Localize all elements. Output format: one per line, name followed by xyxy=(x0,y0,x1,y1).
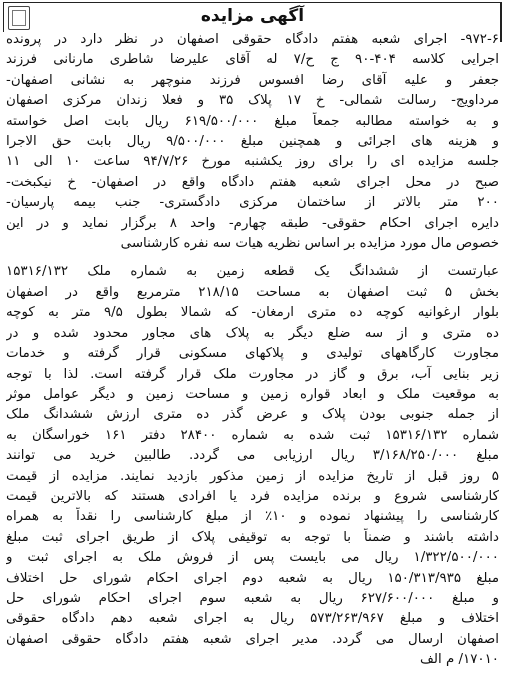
notice-text-line: کارشناسی شروع و برنده مزایده فرد یا افرادی هستند که بالاترین قیمت xyxy=(6,488,499,504)
notice-text-line: ۱۷۰۱۰/ م الف xyxy=(420,652,499,668)
notice-text-line: و به خواسته مطالبه جمعاً مبلغ ۶۱۹/۵۰۰/۰۰۰ ریال بابت اصل خواسته xyxy=(6,113,499,129)
notice-text-line: خصوص مال مورد مزایده بر اساس نظریه هیات سه نفره کارشناسی xyxy=(120,236,499,252)
notice-text-line: ۹۷۲-۶- اجرای شعبه هفتم دادگاه حقوقی اصفهان در نظر دارد در پرونده xyxy=(6,32,499,47)
corner-stamp-icon xyxy=(8,6,30,30)
notice-text-line: دایره اجرای احکام حقوقی- طبقه چهارم- واحد ۸ برگزار نماید و در این xyxy=(6,215,499,231)
notice-text-line: مبلغ ۳/۱۶۸/۲۵۰/۰۰۰ ریال ارزیابی می گردد. طالبین خرید می توانند xyxy=(6,448,499,464)
notice-text-line: کارشناسی را پیشنهاد نموده و ۱۰٪ از مبلغ کارشناسی را نقداً به همراه xyxy=(6,509,499,525)
notice-text-line: بلوار ارغوانیه کوچه ده متری ارمغان- که شمالا بطول ۹/۵ متر به کوچه xyxy=(6,305,499,321)
notice-text-line: و هزینه های اجرائی و همچنین مبلغ ۹/۵۰۰/۰۰۰ ریال بابت حق الاجرا xyxy=(6,134,499,150)
notice-text-line: بخش ۵ ثبت اصفهان به مساحت ۲۱۸/۱۵ مترمربع واقع در اصفهان xyxy=(6,284,499,300)
notice-text-line: داشته باشند و ضمناً با توجه به توقیفی پلاک از طریق اجرای ثبت مبلغ xyxy=(6,529,499,545)
notice-text-line: اصفهان ارسال می گردد. مدیر اجرای شعبه هفتم دادگاه حقوقی اصفهان xyxy=(6,631,499,647)
notice-text-line: ۲۰۰ متر بالاتر از ساختمان مرکزی دادگستری- جنب بیمه پارسیان- xyxy=(6,195,499,211)
notice-paragraph-2 xyxy=(6,262,499,670)
notice-text-line: اختلاف و مبلغ ۵۷۳/۲۶۳/۹۶۷ ریال به اجرای شعبه دهم دادگاه حقوقی xyxy=(6,611,499,627)
notice-text-line: اجرایی کلاسه ۴۰۴-۹۰ ج ح/۷ له آقای علیرضا شاطری مارنانی فرزند xyxy=(6,52,499,68)
notice-text-line: صبح در محل اجرای شعبه هفتم دادگاه واقع در اصفهان- خ نیکبخت- xyxy=(6,174,499,190)
notice-text-line: ۱/۳۲۲/۵۰۰/۰۰۰ ریال می بایست پس از فروش ملک به اجرای ثبت و xyxy=(6,550,499,566)
notice-text-line: از جمله جنوبی بودن پلاک و عرض گذر ده متری ارزش ششدانگ ملک xyxy=(6,407,499,423)
notice-text-line: به موقعیت ملک و ابعاد قواره زمین و مساحت زمین و دیگر عوامل موثر xyxy=(6,386,499,402)
notice-text-line: مبلغ ۱۵۰/۳۱۳/۹۳۵ ریال به شعبه دوم اجرای احکام شورای حل اختلاف xyxy=(6,570,499,586)
top-border xyxy=(4,2,502,3)
notice-text-line: جعفر و علیه آقای رضا افسوس فرزند منوچهر به نشانی اصفهان- xyxy=(6,72,499,88)
notice-text-line: ۵ روز قبل از تاریخ مزایده از زمین مذکور بازدید نمایند. مزایده از قیمت xyxy=(6,468,499,484)
notice-text-line: ده متری و از سه ضلع دیگر به پلاک های مجاور محدود شده و در xyxy=(6,325,499,341)
paragraph-gap xyxy=(6,254,499,262)
right-border xyxy=(500,2,502,42)
notice-text-line: و مبلغ ۶۲۷/۶۰۰/۰۰۰ ریال به شعبه سوم اجرای احکام شورای حل xyxy=(6,590,499,606)
notice-text-line: جلسه مزایده ای را برای روز یکشنبه مورخ ۹۴/۷/۲۶ ساعت ۱۰ الی ۱۱ xyxy=(6,154,499,170)
notice-text-line: زیر بنایی آب، برق و گاز در مجاورت ملک قرار گرفته است. لذا با توجه xyxy=(6,366,499,382)
left-border xyxy=(3,2,4,32)
notice-text-line: مجاورت کارگاههای تولیدی و پلاکهای مسکونی قرار گرفته و خدمات xyxy=(6,346,499,362)
notice-paragraph-1 xyxy=(6,30,499,254)
notice-text-line: عبارتست از ششدانگ یک قطعه زمین به شماره ملک ۱۵۳۱۶/۱۳۲ xyxy=(6,264,499,280)
notice-text-line: شماره ۱۵۳۱۶/۱۳۲ ثبت شده به شماره ۲۸۴۰۰ دفتر ۱۶۱ خوراسگان به xyxy=(6,427,499,443)
notice-text-line: مرداویج- رسالت شمالی- خ ۱۷ پلاک ۳۵ و فعلا زندان مرکزی اصفهان xyxy=(6,93,499,109)
notice-title: آگهی مزایده xyxy=(200,6,305,26)
